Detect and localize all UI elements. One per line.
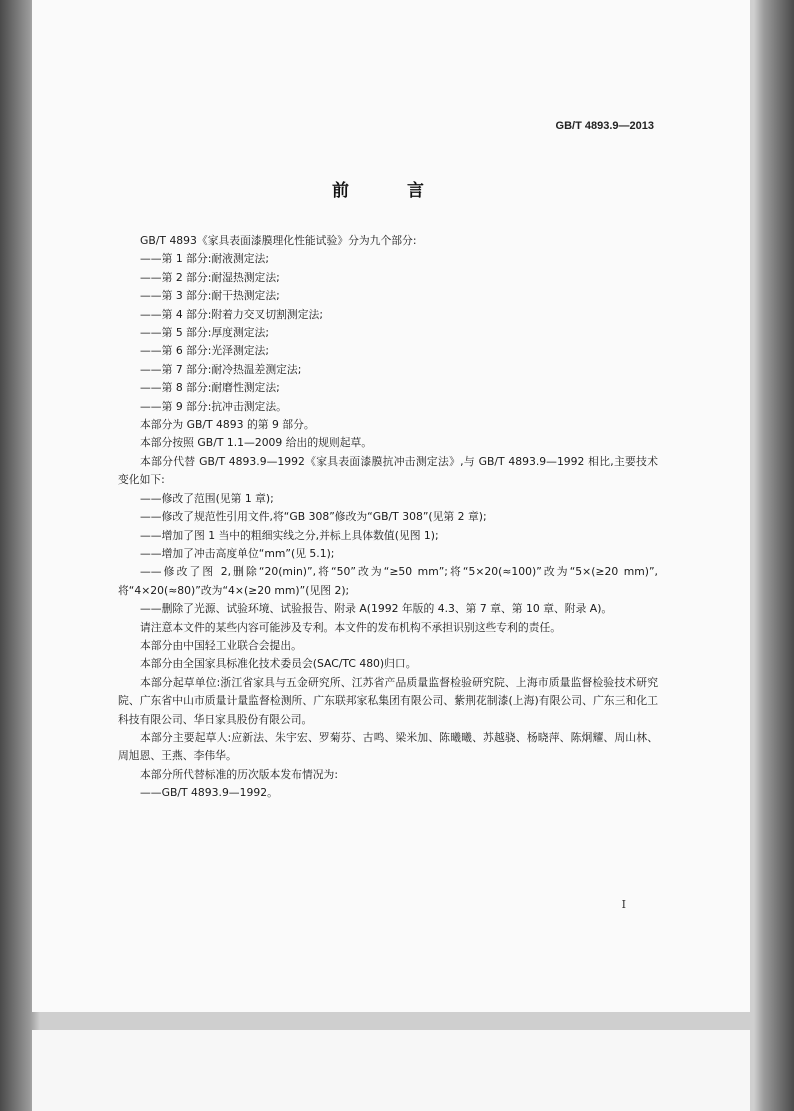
list-item: ——第 5 部分:厚度测定法; [140, 326, 269, 340]
list-item: ——第 1 部分:耐液测定法; [140, 252, 269, 266]
paragraph: 本部分由全国家具标准化技术委员会(SAC/TC 480)归口。 [140, 657, 417, 671]
list-item: ——第 9 部分:抗冲击测定法。 [140, 399, 287, 413]
paragraph: 本部分起草单位:浙江省家具与五金研究所、江苏省产品质量监督检验研究院、上海市质量监督检验技术研究院、广东省中山市质量计量监督检测所、广东联邦家私集团有限公司、紫荆花制漆(上海)有限公司、广东三和化工科技有限公司、华日家具股份有限公司。 [118, 675, 658, 726]
standard-code: GB/T 4893.9—2013 [555, 120, 654, 132]
list-item: ——第 7 部分:耐冷热温差测定法; [140, 362, 302, 376]
list-item: ——增加了图 1 当中的粗细实线之分,并标上具体数值(见图 1); [140, 528, 439, 542]
paragraph: 本部分主要起草人:应新法、朱宇宏、罗菊芬、古鸣、梁米加、陈曦曦、苏越骁、杨晓萍、陈炯耀、周山林、周旭恩、王燕、李伟华。 [118, 730, 658, 763]
page-title: 前 言 [332, 181, 450, 201]
paragraph: 本部分按照 GB/T 1.1—2009 给出的规则起草。 [140, 436, 373, 450]
list-item: ——修改了图 2,删除“20(min)”,将“50”改为“≥50 mm”;将“5×20(≈100)”改为“5×(≥20 mm)”,将“4×20(≈80)”改为“4×(≥20 mm)”(见图 2); [118, 565, 658, 597]
paragraph: 本部分所代替标准的历次版本发布情况为: [140, 767, 338, 781]
list-item: ——第 2 部分:耐湿热测定法; [140, 270, 280, 284]
list-item: ——修改了范围(见第 1 章); [140, 491, 274, 505]
page-number: I [621, 898, 626, 911]
list-item: ——第 4 部分:附着力交叉切割测定法; [140, 307, 323, 321]
list-item: ——第 6 部分:光泽测定法; [140, 344, 269, 358]
list-item: ——第 3 部分:耐干热测定法; [140, 289, 280, 303]
list-item: ——第 8 部分:耐磨性测定法; [140, 381, 280, 395]
list-item: ——增加了冲击高度单位“mm”(见 5.1); [140, 546, 335, 560]
list-item: ——删除了光源、试验环境、试验报告、附录 A(1992 年版的 4.3、第 7 章、第 10 章、附录 A)。 [140, 602, 613, 616]
paragraph: 本部分代替 GB/T 4893.9—1992《家具表面漆膜抗冲击测定法》,与 GB/T 4893.9—1992 相比,主要技术变化如下: [118, 454, 658, 487]
foreword-body [118, 232, 658, 803]
next-page [32, 1030, 750, 1111]
paragraph: 本部分由中国轻工业联合会提出。 [140, 638, 302, 652]
document-page [32, 0, 750, 1012]
paragraph: GB/T 4893《家具表面漆膜理化性能试验》分为九个部分: [140, 234, 417, 247]
list-item: ——修改了规范性引用文件,将“GB 308”修改为“GB/T 308”(见第 2 章); [140, 510, 487, 524]
list-item: ——GB/T 4893.9—1992。 [140, 786, 278, 800]
paragraph: 本部分为 GB/T 4893 的第 9 部分。 [140, 418, 315, 432]
paragraph: 请注意本文件的某些内容可能涉及专利。本文件的发布机构不承担识别这些专利的责任。 [140, 620, 562, 634]
